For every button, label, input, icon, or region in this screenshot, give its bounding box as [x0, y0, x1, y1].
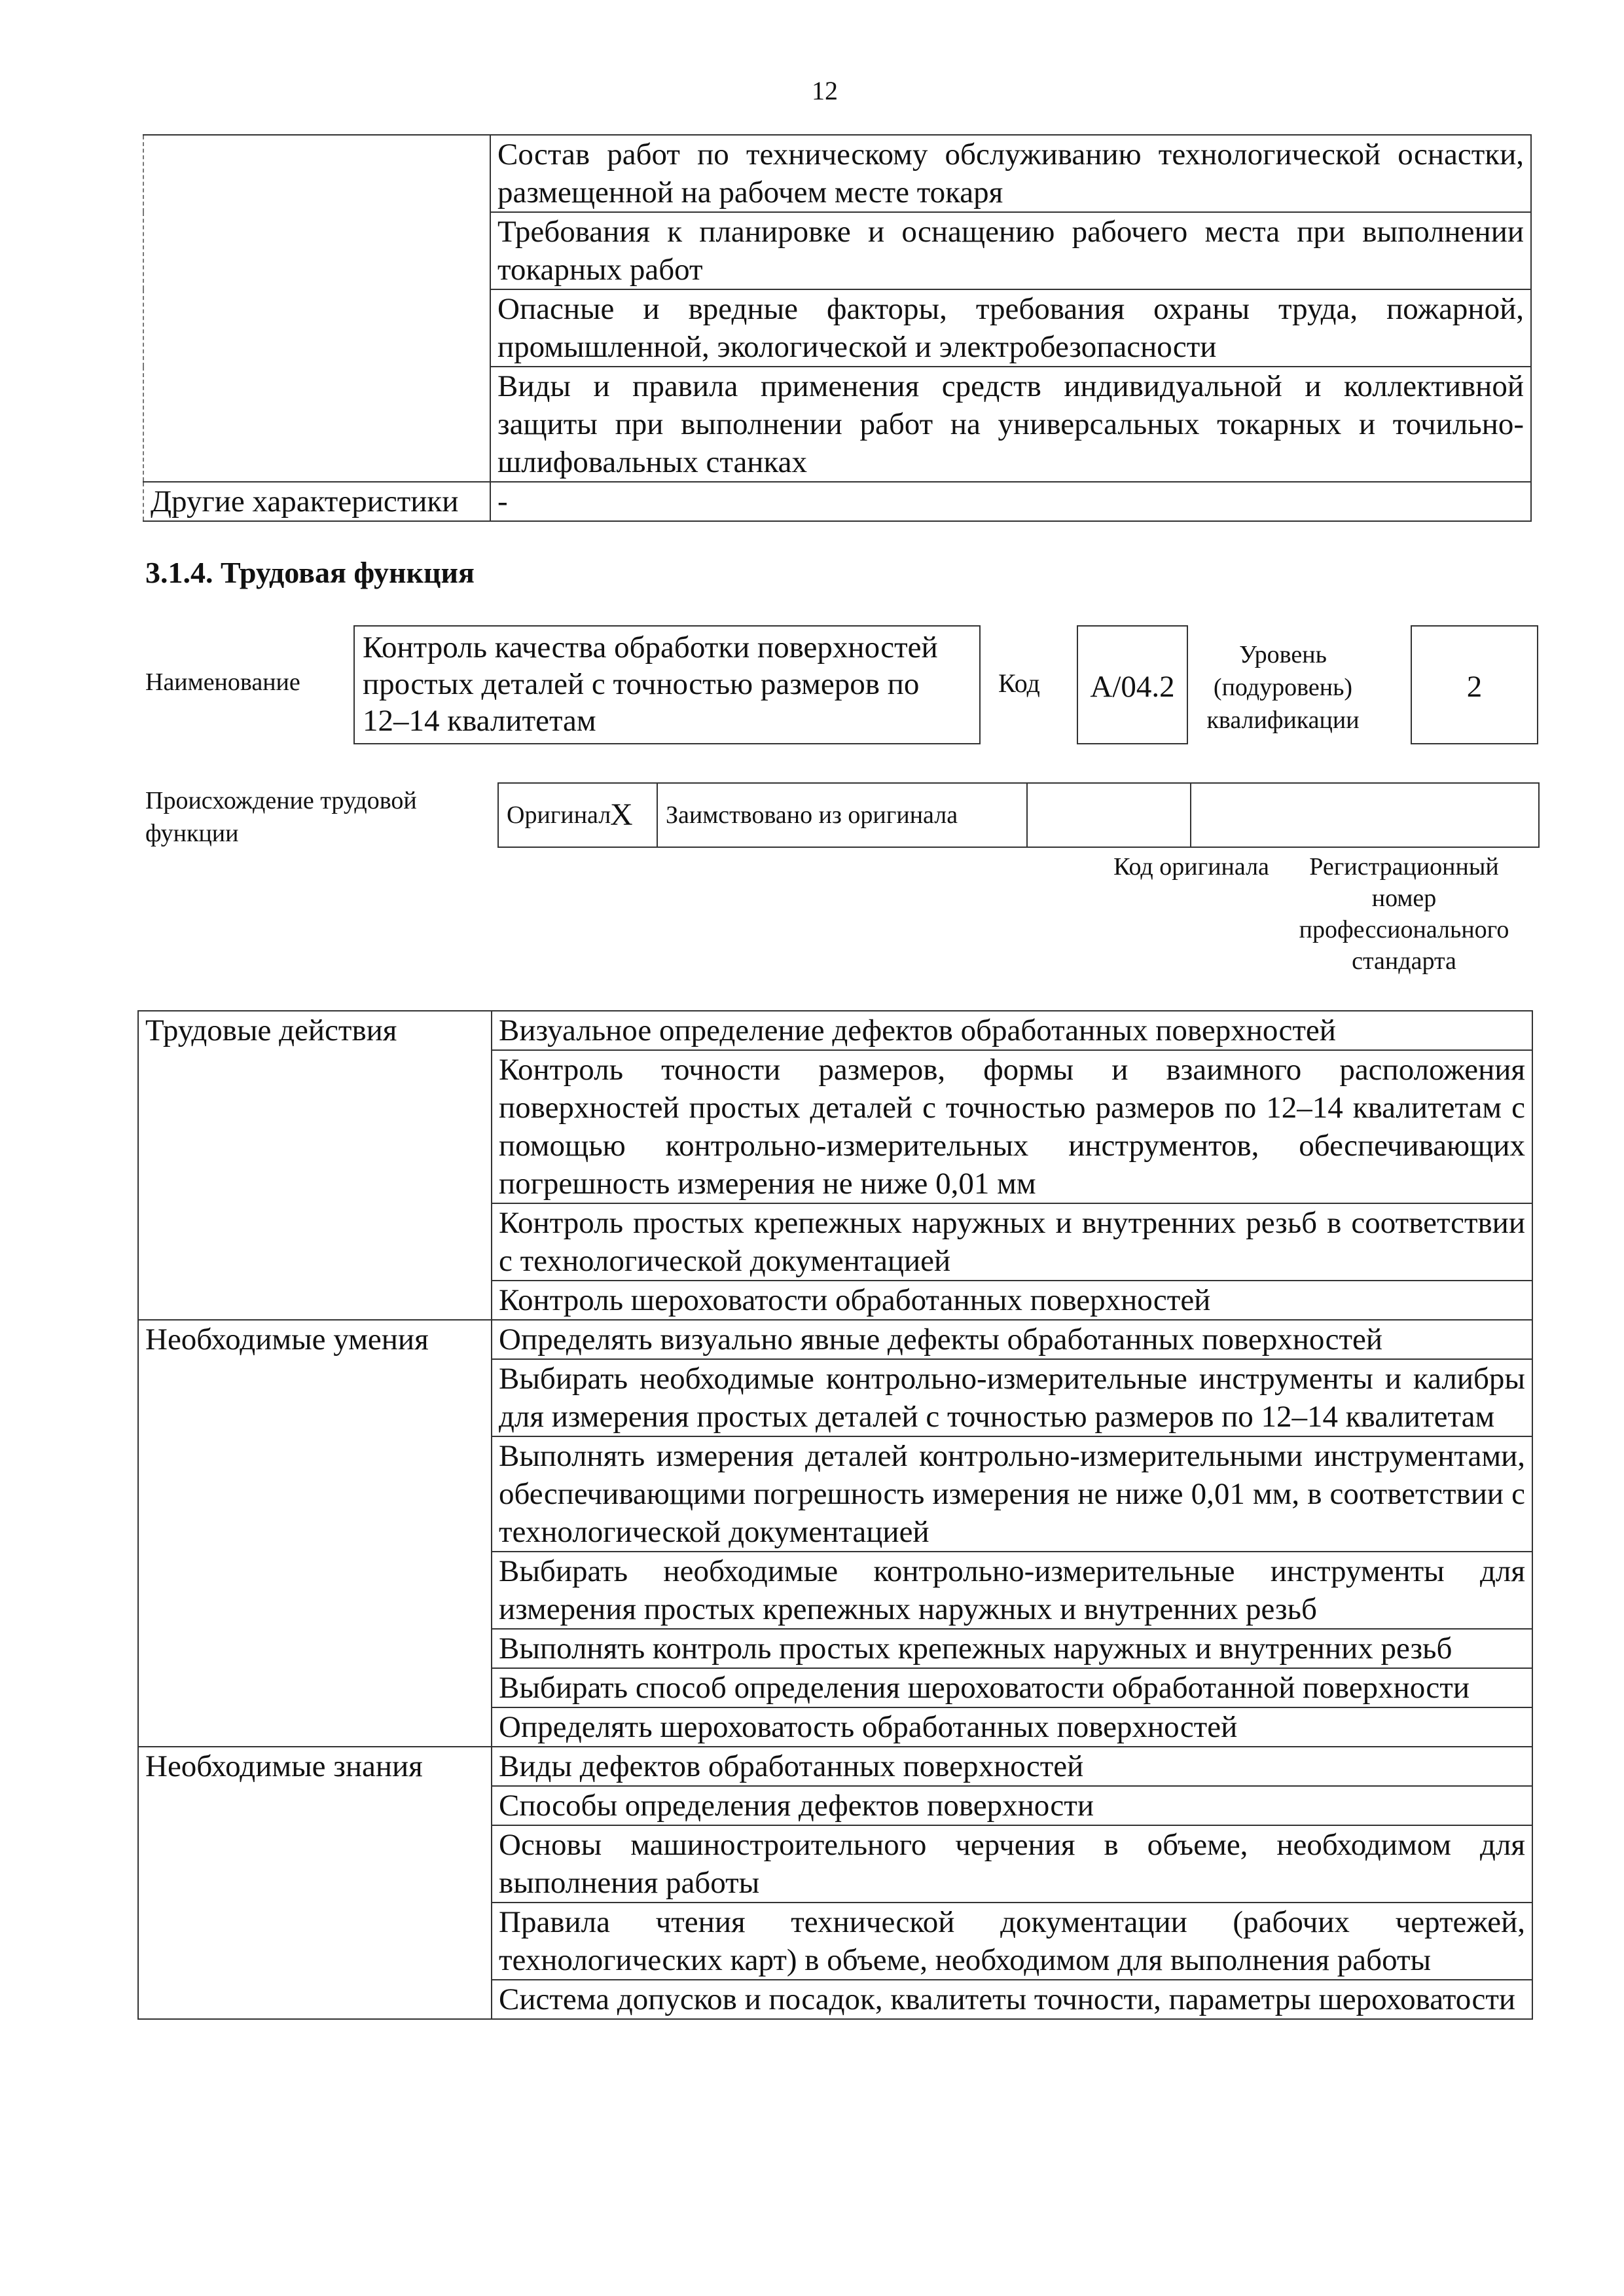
action-row: Контроль простых крепежных наружных и внутренних резьб в соответствии с технологической документацией [492, 1203, 1532, 1281]
skill-row: Выполнять измерения деталей контрольно-измерительными инструментами, обеспечивающими погрешность измерения не ниже 0,01 мм, в соответствии с технологической документацией [492, 1436, 1532, 1552]
code-box: А/04.2 [1077, 625, 1188, 744]
original-code-caption: Код оригинала [1113, 853, 1269, 881]
level-label-line: (подуровень) [1213, 674, 1353, 701]
top-table-row: Требования к планировке и оснащению рабочего места при выполнении токарных работ [490, 212, 1531, 289]
skill-row: Определять визуально явные дефекты обработанных поверхностей [492, 1320, 1532, 1359]
knowledge-row: Система допусков и посадок, квалитеты точности, параметры шероховатости [492, 1980, 1532, 2019]
page-number: 12 [812, 76, 838, 105]
code-label: Код [998, 668, 1040, 698]
other-characteristics-label: Другие характеристики [143, 482, 490, 521]
function-name-box: Контроль качества обработки поверхностей простых деталей с точностью размеров по 12–14 квалитетам [353, 625, 981, 744]
level-label [1204, 638, 1362, 737]
top-table [143, 134, 1532, 522]
borrowed-cell: Заимствовано из оригинала [658, 782, 1028, 848]
original-label: Оригинал [507, 801, 611, 829]
top-table-row: Виды и правила применения средств индивидуальной и коллективной защиты при выполнении работ на универсальных токарных и точильно-шлифовальных станках [490, 367, 1531, 482]
reg-number-cell [1191, 782, 1540, 848]
knowledge-label: Необходимые знания [138, 1747, 492, 2019]
reg-number-caption: Регистрационный номер профессионального стандарта [1299, 853, 1509, 975]
knowledge-row: Виды дефектов обработанных поверхностей [492, 1747, 1532, 1786]
origin-row [497, 782, 1540, 848]
top-table-row: Опасные и вредные факторы, требования охраны труда, пожарной, промышленной, экологической и электробезопасности [490, 289, 1531, 367]
original-cell [497, 782, 658, 848]
skill-row: Определять шероховатость обработанных поверхностей [492, 1707, 1532, 1747]
skill-row: Выбирать необходимые контрольно-измерительные инструменты и калибры для измерения простых деталей с точностью размеров по 12–14 квалитетам [492, 1359, 1532, 1436]
level-label-line: Уровень [1239, 641, 1327, 668]
name-label: Наименование [145, 668, 300, 696]
section-title: 3.1.4. Трудовая функция [145, 556, 475, 589]
action-row: Контроль точности размеров, формы и взаимного расположения поверхностей простых деталей с точностью размеров по 12–14 квалитетам с помощью контрольно-измерительных инструментов, обеспечивающих погрешность измерения не ниже 0,01 мм [492, 1050, 1532, 1203]
function-details-table [137, 1010, 1533, 2020]
original-mark: Х [610, 797, 633, 832]
knowledge-row: Правила чтения технической документации (рабочих чертежей, технологических карт) в объеме, необходимом для выполнения работы [492, 1903, 1532, 1980]
level-label-line: квалификации [1206, 706, 1360, 734]
top-table-empty-label [143, 135, 490, 482]
knowledge-row: Основы машиностроительного черчения в объеме, необходимом для выполнения работы [492, 1825, 1532, 1903]
action-row: Визуальное определение дефектов обработанных поверхностей [492, 1011, 1532, 1050]
action-row: Контроль шероховатости обработанных поверхностей [492, 1281, 1532, 1320]
knowledge-row: Способы определения дефектов поверхности [492, 1786, 1532, 1825]
level-box: 2 [1411, 625, 1538, 744]
skill-row: Выбирать необходимые контрольно-измерительные инструменты для измерения простых крепежных наружных и внутренних резьб [492, 1552, 1532, 1629]
other-characteristics-value: - [490, 482, 1531, 521]
skills-label: Необходимые умения [138, 1320, 492, 1747]
original-code-cell [1028, 782, 1191, 848]
origin-label: Происхождение трудовой функции [145, 787, 417, 847]
top-table-row: Состав работ по техническому обслуживанию технологической оснастки, размещенной на рабочем месте токаря [490, 135, 1531, 212]
skill-row: Выполнять контроль простых крепежных наружных и внутренних резьб [492, 1629, 1532, 1668]
skill-row: Выбирать способ определения шероховатости обработанной поверхности [492, 1668, 1532, 1707]
actions-label: Трудовые действия [138, 1011, 492, 1320]
